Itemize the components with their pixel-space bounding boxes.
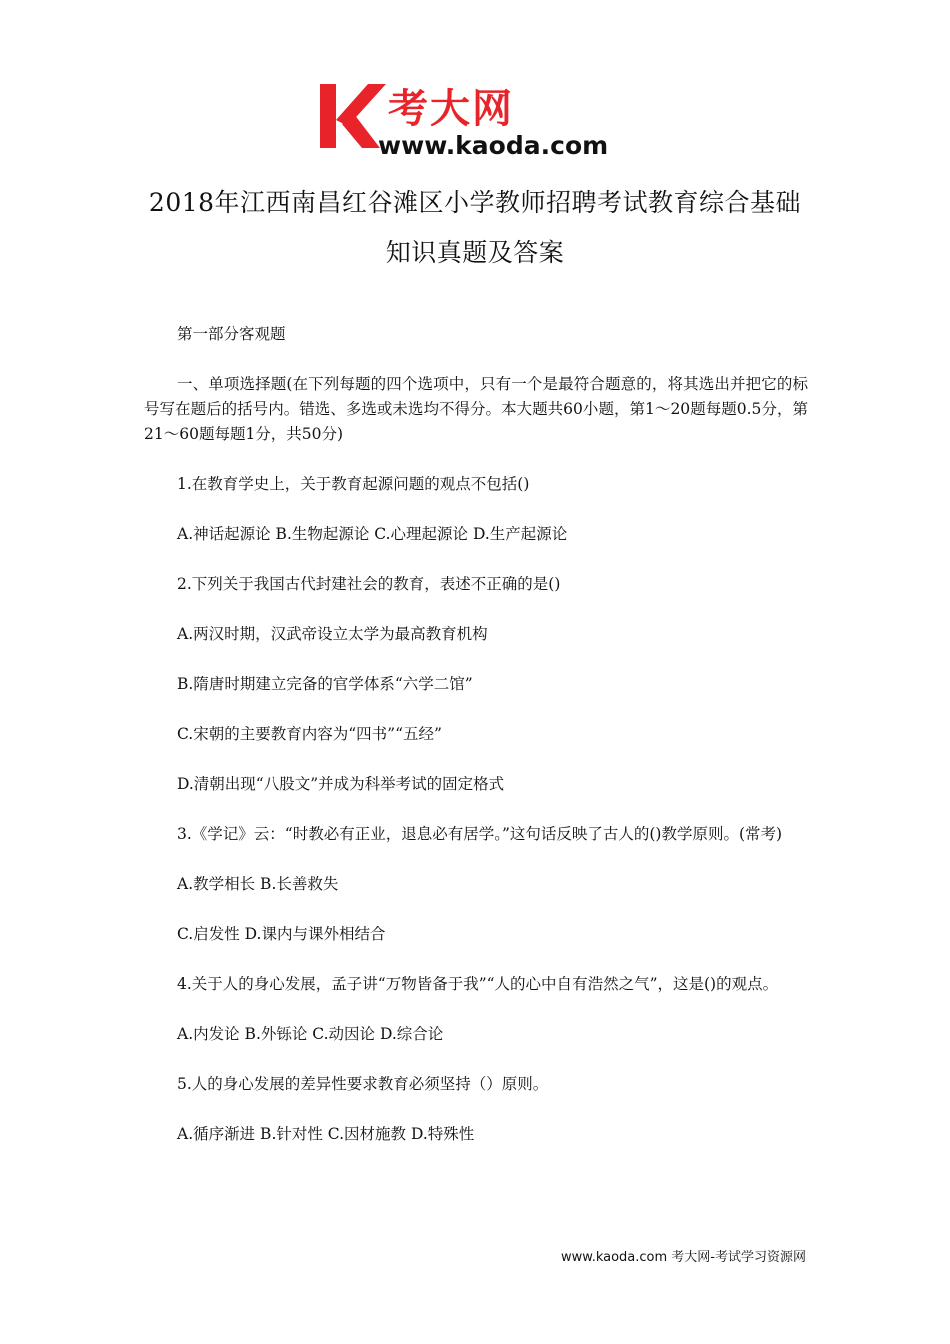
question-1: 1.在教育学史上，关于教育起源问题的观点不包括() [177,475,530,493]
question-2-option-d: D.清朝出现“八股文”并成为科举考试的固定格式 [177,775,505,793]
question-5-options: A.循序渐进 B.针对性 C.因材施教 D.特殊性 [177,1125,475,1143]
question-4: 4.关于人的身心发展，孟子讲“万物皆备于我”“人的心中自有浩然之气”，这是()的观点。 [177,975,779,993]
question-4-options: A.内发论 B.外铄论 C.动因论 D.综合论 [177,1025,444,1043]
question-3: 3.《学记》云：“时教必有正业，退息必有居学。”这句话反映了古人的()教学原则。(常考) [177,825,783,843]
question-2: 2.下列关于我国古代封建社会的教育，表述不正确的是() [177,575,561,593]
kaoda-logo [318,78,638,160]
logo-url-text: www.kaoda.com [378,131,609,160]
question-3-options-cd: C.启发性 D.课内与课外相结合 [177,925,386,943]
logo-k-mark [320,84,386,148]
question-3-options-ab: A.教学相长 B.长善救失 [177,875,339,893]
question-5: 5.人的身心发展的差异性要求教育必须坚持（）原则。 [177,1075,549,1093]
instructions-paragraph: 一、单项选择题(在下列每题的四个选项中，只有一个是最符合题意的，将其选出并把它的标号写在题后的括号内。错选、多选或未选均不得分。本大题共60小题，第1～20题每题0.5分，第21～60题每题1分，共50分) [144,375,808,443]
question-1-options: A.神话起源论 B.生物起源论 C.心理起源论 D.生产起源论 [177,525,568,543]
section-heading: 第一部分客观题 [177,325,286,343]
page-footer: www.kaoda.com 考大网-考试学习资源网 [561,1250,806,1265]
question-2-option-a: A.两汉时期，汉武帝设立太学为最高教育机构 [177,625,488,643]
document-body [144,322,808,1172]
document-title-line-2: 知识真题及答案 [385,238,565,267]
question-2-option-c: C.宋朝的主要教育内容为“四书”“五经” [177,725,442,743]
logo-brand-text: 考大网 [388,86,514,132]
question-2-option-b: B.隋唐时期建立完备的官学体系“六学二馆” [177,675,473,693]
document-title-line-1: 2018年江西南昌红谷滩区小学教师招聘考试教育综合基础 [148,188,802,217]
